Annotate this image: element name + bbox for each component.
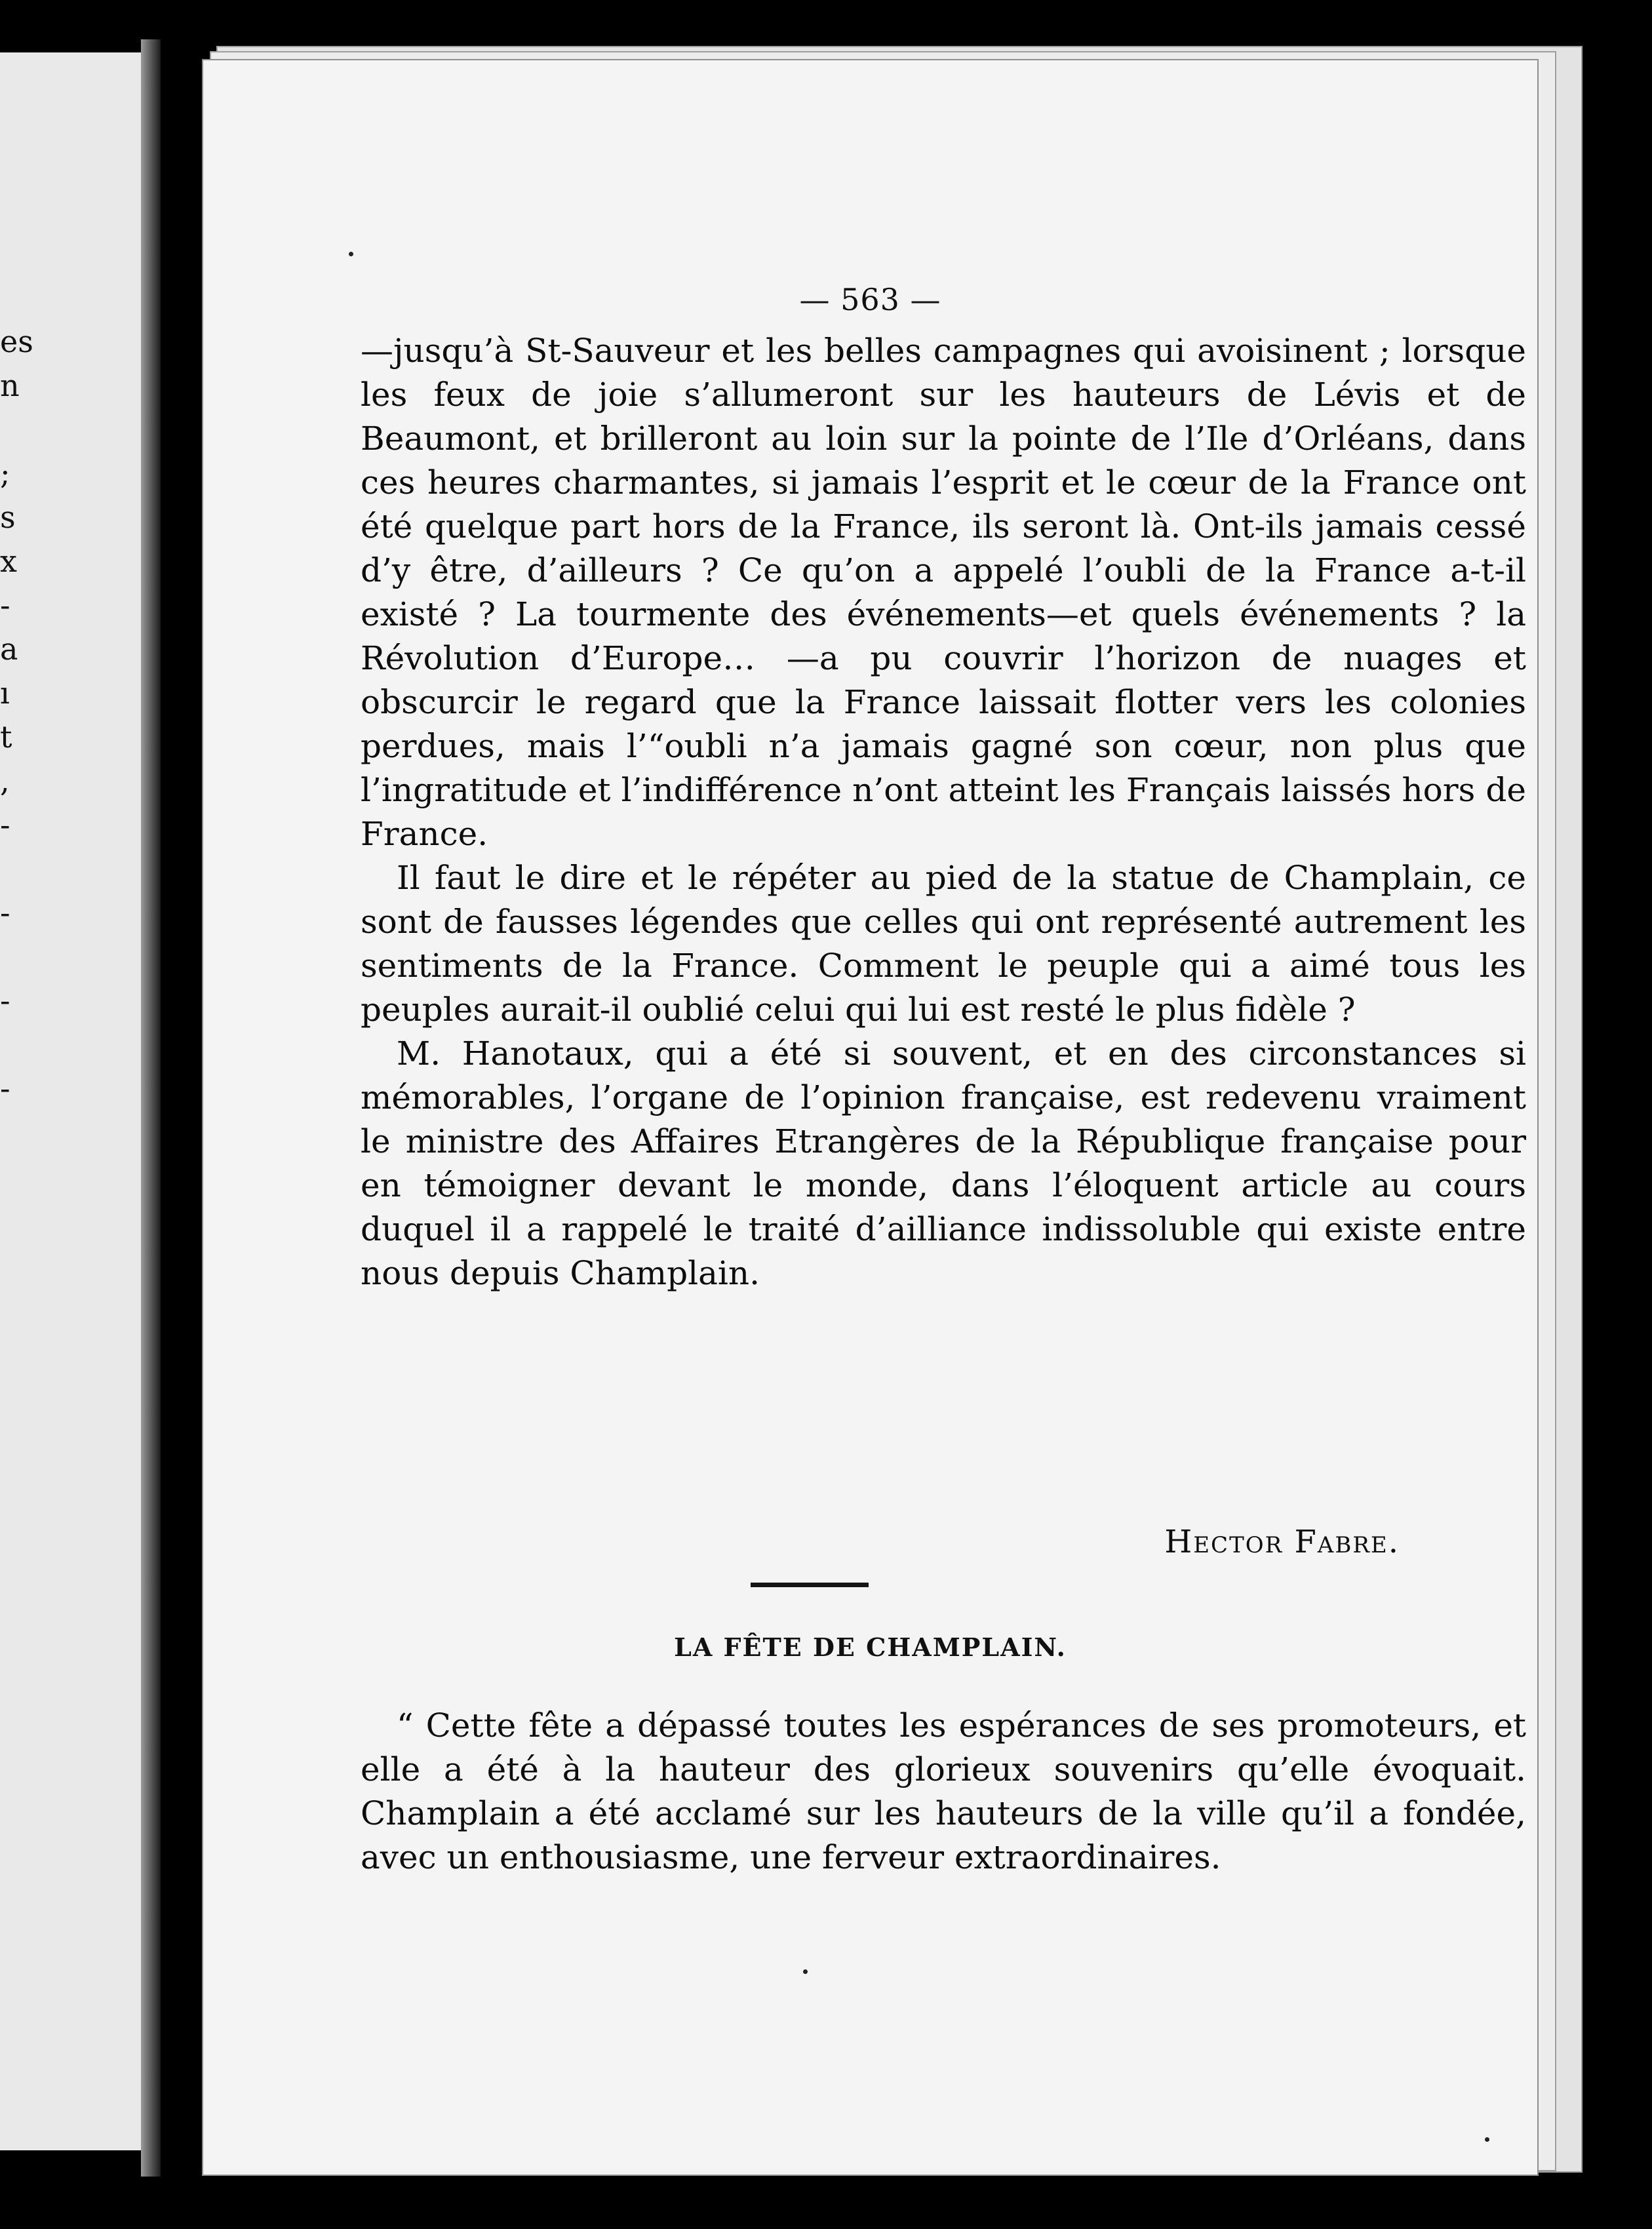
ink-speck [1485, 2137, 1489, 2142]
fragment: - [0, 1071, 10, 1106]
section-title: LA FÊTE DE CHAMPLAIN. [674, 1632, 1067, 1662]
paragraph: “ Cette fête a dépassé toutes les espérances de ses promoteurs, et elle a été à la hauteur des glorieux souvenirs qu’elle évoquait. Champlain a été acclamé sur les hauteurs de la ville qu’il a fondée, avec un enthousiasme, une ferveur extraordinaires. [361, 1706, 1526, 1876]
previous-page-text-fragments [0, 320, 39, 1111]
author-signature: Hector Fabre. [1164, 1524, 1400, 1560]
ink-speck [803, 1969, 808, 1974]
fragment [0, 408, 39, 452]
book-gutter [141, 39, 161, 2177]
fragment: a [0, 631, 18, 667]
fragment: - [0, 895, 10, 930]
book-page [203, 60, 1537, 2175]
fragment [0, 1023, 39, 1067]
fragment: ; [0, 456, 10, 491]
paragraph: —jusqu’à St-Sauveur et les belles campagnes qui avoisinent ; lorsque les feux de joie s’allumeront sur les hauteurs de Lévis et de Beaumont, et brilleront au loin sur la pointe de l’Ile d’Orléans, dans ces heures charmantes, si jamais l’esprit et le cœur de la France ont été quelque part hors de la France, ils seront là. Ont-ils jamais cessé d’y être, d’ailleurs ? Ce qu’on a appelé l’oubli de la France a-t-il existé ? La tourmente des événements—et quels événements ? la Révolution d’Europe… —a pu couvrir l’horizon de nuages et obscurcir le regard que la France laissait flotter vers les colonies perdues, mais l’“oubli n’a jamais gagné son cœur, non plus que l’ingratitude et l’indifférence n’ont atteint les Français laissés hors de France. [361, 332, 1526, 853]
page-number: — 563 — [799, 282, 941, 317]
fragment: es [0, 324, 33, 359]
fragment [0, 847, 39, 891]
body-text [361, 1704, 1526, 1880]
body-text [361, 329, 1526, 1295]
fragment: t [0, 719, 12, 755]
fragment: - [0, 587, 10, 623]
fragment: n [0, 368, 20, 403]
section-divider [751, 1583, 869, 1587]
fragment: s [0, 500, 16, 535]
fragment: ı [0, 675, 10, 711]
ink-speck [349, 252, 353, 256]
paragraph: Il faut le dire et le répéter au pied de la statue de Champlain, ce sont de fausses légendes que celles qui ont représenté autrement les sentiments de la France. Comment le peuple qui a aimé tous les peuples aurait-il oublié celui qui lui est resté le plus fidèle ? [361, 859, 1526, 1029]
fragment: - [0, 983, 10, 1018]
paragraph: M. Hanotaux, qui a été si souvent, et en des circonstances si mémorables, l’organe de l’opinion française, est redevenu vraiment le ministre des Affaires Etrangères de la République française pour en témoigner devant le monde, dans l’éloquent article au cours duquel il a rappelé le traité d’ailliance indissoluble qui existe entre nous depuis Champlain. [361, 1035, 1526, 1292]
fragment: x [0, 543, 17, 579]
fragment [0, 935, 39, 979]
fragment: , [0, 763, 10, 799]
fragment: - [0, 807, 10, 842]
